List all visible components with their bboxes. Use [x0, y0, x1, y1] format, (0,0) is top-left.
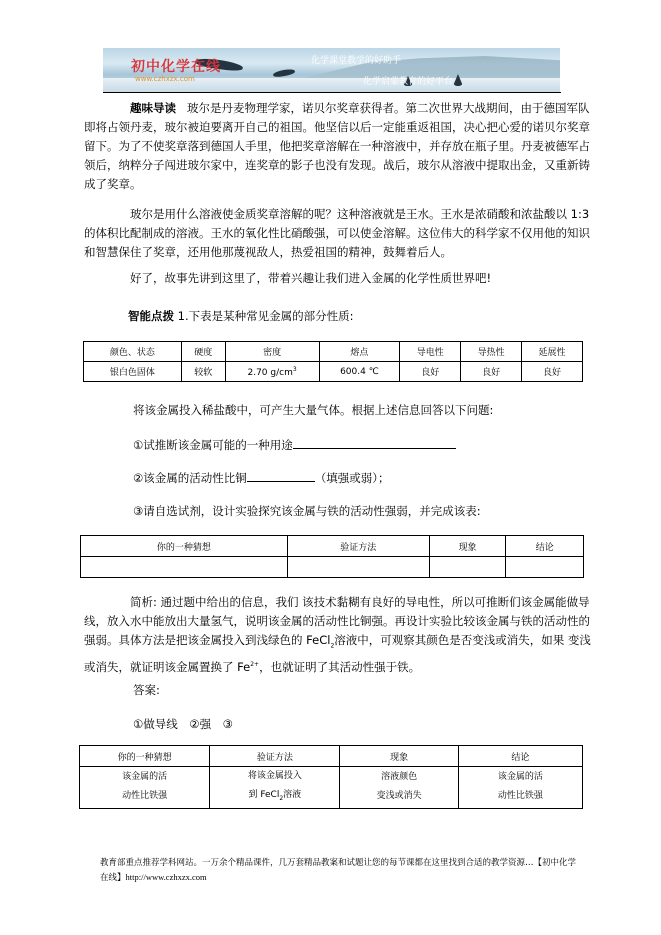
intro-heading: 趣味导读: [130, 101, 176, 115]
table-header: 颜色、状态: [84, 342, 182, 362]
properties-table: [83, 341, 583, 382]
table-cell: 良好: [461, 362, 522, 382]
table-header: 结论: [506, 536, 584, 557]
properties-header-row: [84, 342, 583, 362]
answer-cell-method: [210, 767, 340, 809]
empty-cell-conclusion[interactable]: [506, 557, 584, 578]
answer-items: ①做导线 ②强 ③: [133, 717, 233, 731]
answer-cell-phenomenon: [340, 767, 458, 809]
footer-text: 教育部重点推荐学科网站。一万余个精品课件，几万套精品教案和试题让您的每节课都在这里找到合适的教学资源…【初中化学在线】: [100, 858, 577, 883]
dolphin-icon: [273, 68, 296, 78]
table-header: 结论: [458, 746, 582, 767]
analysis-text-3: ，也就证明了其活动性强于铁。: [259, 660, 421, 675]
table-cell: 较软: [181, 362, 225, 382]
page-footer: [100, 856, 580, 885]
question-1-text: ①试推断该金属可能的一种用途: [133, 438, 293, 452]
tips-heading-line: [128, 307, 638, 326]
empty-cell-guess[interactable]: [81, 557, 288, 578]
table-cell: 良好: [522, 362, 583, 382]
banner-url[interactable]: www.czhxzx.com: [135, 75, 195, 83]
table-cell: 银白色固体: [84, 362, 182, 382]
table-header: 验证方法: [287, 536, 429, 557]
answer-cell-guess: [80, 767, 210, 809]
table-header: 你的一种猜想: [81, 536, 288, 557]
analysis-subscript: 2: [330, 642, 335, 650]
analysis-paragraph: [84, 593, 594, 677]
analysis-text-1: 简析: 通过题中给出的信息，我们 该技术黏糊有良好的导电性，所以可推断们该金属能做导线，放入水中能放出大量氢气，说明该金属的活动性比铜强。再设计实验比较该金属与铁的活动性的强弱。具体方法是把该金属投入到浅绿色的 FeCl: [84, 595, 590, 647]
banner-slogan-1: 化学课堂教学的好助手: [311, 56, 402, 66]
question-3: ③请自选试剂，设计实验探究该金属与铁的活动性强弱，并完成该表:: [133, 504, 481, 518]
empty-cell-method[interactable]: [287, 557, 429, 578]
cell-line: 变浅或消失: [376, 791, 422, 802]
answer-header-row: [80, 746, 583, 767]
answer-data-row: [80, 767, 583, 809]
question-2-hint: （填强或弱）；: [314, 471, 390, 485]
cell-line: 溶液颜色: [381, 772, 418, 783]
cell-line: 该金属的活: [497, 772, 543, 783]
table-cell: 良好: [400, 362, 461, 382]
banner-slogan-2: 化学启蒙教育的好平台: [363, 77, 454, 87]
cell-line: 动性比铁强: [497, 791, 543, 802]
properties-data-row: [84, 362, 583, 382]
cell-line: 到 FeCl: [248, 790, 280, 800]
density-value: 2.70 g/cm: [247, 367, 293, 378]
table-header: 现象: [340, 746, 458, 767]
experiment-header-row: [81, 536, 584, 557]
table-cell-density: [225, 362, 319, 382]
density-superscript: 3: [292, 365, 297, 373]
intro-paragraph-3: 好了，故事先讲到这里了，带着兴趣让我们进入金属的化学性质世界吧!: [130, 271, 492, 285]
answer-blank-2[interactable]: [247, 469, 315, 482]
tips-question-intro: 1.下表是某种常见金属的部分性质:: [177, 309, 354, 323]
question-2-text: ②该金属的活动性比铜: [133, 471, 247, 485]
cell-line: 将该金属投入: [247, 771, 302, 781]
cell-subscript: 2: [279, 794, 284, 802]
table-header: 导热性: [461, 342, 522, 362]
answer-cell-conclusion: [458, 767, 582, 809]
answer-label: 答案:: [133, 683, 160, 697]
experiment-table: [80, 535, 584, 578]
table-header: 验证方法: [210, 746, 340, 767]
table-header: 你的一种猜想: [80, 746, 210, 767]
experiment-empty-row: [81, 557, 584, 578]
question-2: [133, 469, 390, 486]
tips-heading: 智能点拨: [128, 309, 174, 323]
empty-cell-phenomenon[interactable]: [429, 557, 506, 578]
intro-paragraph-1: [84, 99, 594, 194]
intro-text-1: 玻尔是丹麦物理学家，诺贝尔奖章获得者。第二次世界大战期间，由于德国军队即将占领丹麦，玻尔被迫要离开自己的祖国。他坚信以后一定能重返祖国，决心把心爱的诺贝尔奖章留下。为了不使奖章落到德国人手里，他把奖章溶解在一种溶液中，并存放在瓶子里。丹麦被德军占领后，纳粹分子闯进玻尔家中，连奖章的影子也没有发现。战后，玻尔从溶液中提取出金，又重新铸成了奖章。: [84, 101, 590, 191]
table-header: 现象: [429, 536, 506, 557]
answer-table: [79, 745, 583, 809]
site-banner: [103, 48, 560, 92]
question-1: [133, 436, 456, 453]
table-header: 导电性: [400, 342, 461, 362]
banner-logo[interactable]: 初中化学在线: [131, 59, 221, 75]
intro-paragraph-2: 玻尔是用什么溶液使金质奖章溶解的呢？这种溶液就是王水。王水是浓硝酸和浓盐酸以 1:3的体积比配制成的溶液。王水的氧化性比硝酸强，可以使金溶解。这位伟大的科学家不仅用他的知识和智慧保住了奖章，还用他那蔑视敌人，热爱祖国的精神，鼓舞着后人。: [84, 207, 590, 259]
table-cell: 600.4 ℃: [319, 362, 400, 382]
question-context: 将该金属投入稀盐酸中，可产生大量气体。根据上述信息回答以下问题:: [133, 403, 494, 417]
table-header: 硬度: [181, 342, 225, 362]
banner-divider: [103, 92, 561, 93]
cell-line: 动性比铁强: [122, 791, 168, 802]
table-header: 熔点: [319, 342, 400, 362]
analysis-text-2: 溶液中，可观察其颜色是否变浅或消失，如果 变浅或消失，就证明该金属置换了 Fe: [84, 633, 591, 675]
analysis-superscript: 2+: [250, 661, 260, 669]
answer-blank-1[interactable]: [293, 436, 456, 449]
table-header: 密度: [225, 342, 319, 362]
cell-line: 溶液: [283, 790, 302, 800]
table-header: 延展性: [522, 342, 583, 362]
footer-link[interactable]: http://www.czhxzx.com: [125, 872, 207, 882]
cell-line: 该金属的活: [122, 772, 168, 783]
